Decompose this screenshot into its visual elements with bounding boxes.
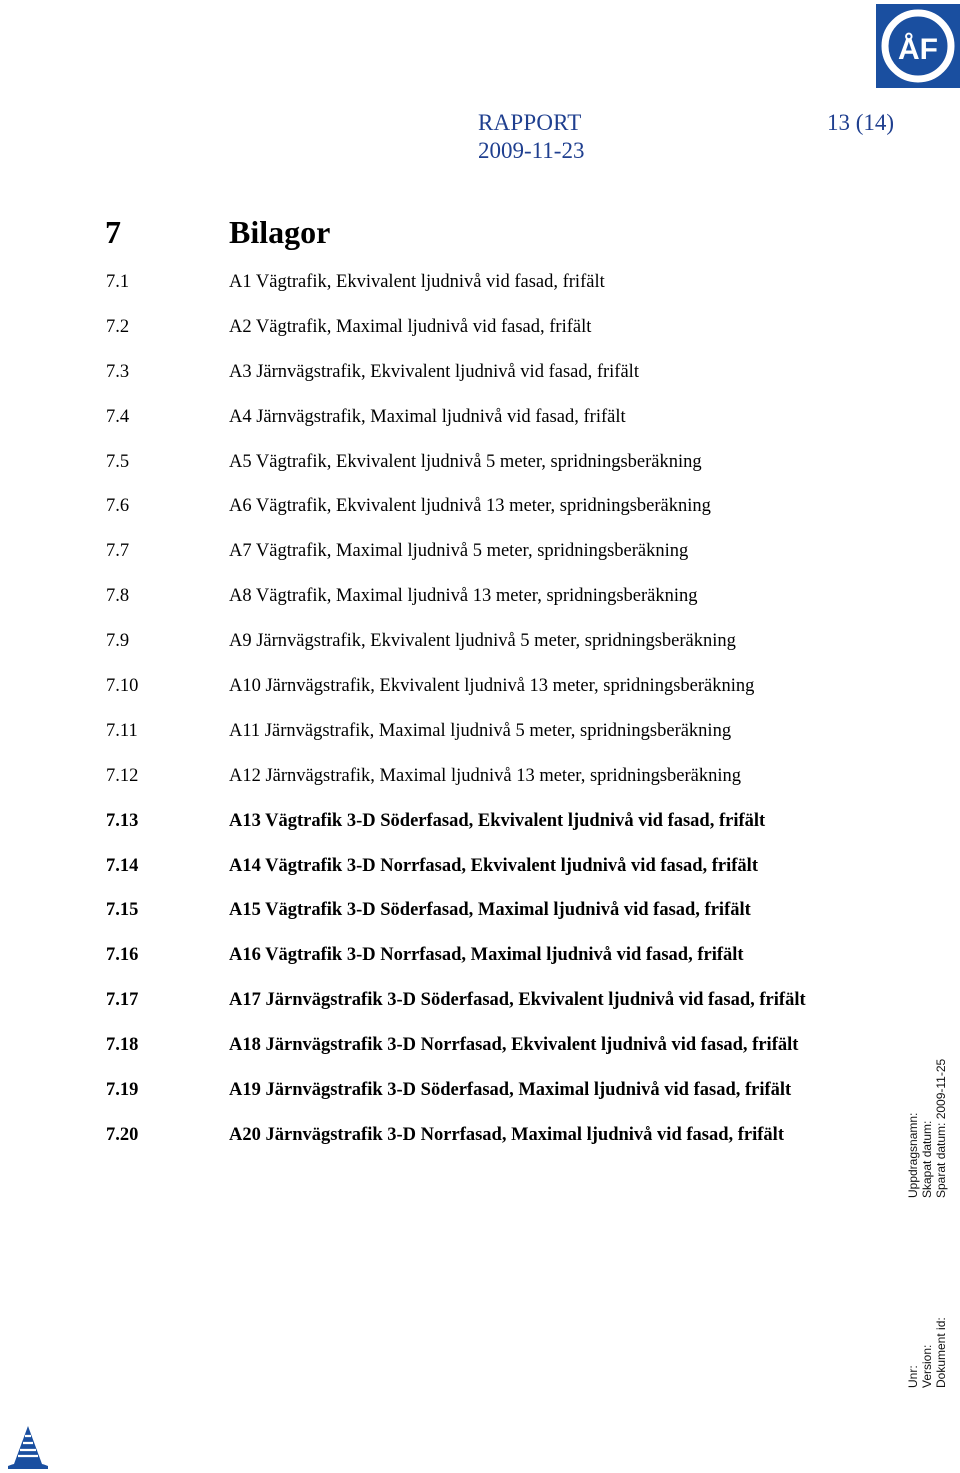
item-number: 7.19 [106,1080,139,1101]
list-item [0,362,880,407]
af-logo-icon [876,4,960,88]
item-number: 7.4 [106,406,130,427]
section-title: Bilagor [229,214,331,250]
item-number: 7.11 [106,720,138,741]
shell-logo-icon [6,1424,50,1470]
list-item [0,721,880,766]
item-title: A6 Vägtrafik, Ekvivalent ljudnivå 13 meter, spridningsberäkning [229,496,711,517]
meta-document-id: Dokument id: [934,1317,948,1388]
list-item [0,676,880,721]
meta-created-date: Skapat datum: [920,1120,934,1198]
item-number: 7.3 [106,361,130,382]
item-title: A15 Vägtrafik 3-D Söderfasad, Maximal ljudnivå vid fasad, frifält [229,900,751,921]
item-title: A12 Järnvägstrafik, Maximal ljudnivå 13 meter, spridningsberäkning [229,765,742,786]
item-title: A13 Vägtrafik 3-D Söderfasad, Ekvivalent ljudnivå vid fasad, frifält [229,810,766,831]
item-title: A20 Järnvägstrafik 3-D Norrfasad, Maximal ljudnivå vid fasad, frifält [229,1124,784,1145]
item-number: 7.2 [106,316,130,337]
list-item [0,1080,880,1125]
item-number: 7.7 [106,541,130,562]
meta-unr: Unr: [906,1365,920,1388]
item-title: A16 Vägtrafik 3-D Norrfasad, Maximal ljudnivå vid fasad, frifält [229,945,744,966]
meta-version: Version: [920,1344,934,1388]
item-number: 7.12 [106,765,139,786]
list-item [0,586,880,631]
report-date: 2009-11-23 [478,138,585,163]
list-item [0,900,880,945]
list-item [0,766,880,811]
item-title: A9 Järnvägstrafik, Ekvivalent ljudnivå 5 meter, spridningsberäkning [229,631,736,652]
company-logo [876,4,960,88]
item-title: A10 Järnvägstrafik, Ekvivalent ljudnivå 13 meter, spridningsberäkning [229,676,755,697]
list-item [0,452,880,497]
item-title: A19 Järnvägstrafik 3-D Söderfasad, Maximal ljudnivå vid fasad, frifält [229,1080,792,1101]
list-item [0,407,880,452]
page-number: 13 (14) [827,110,895,135]
list-item [0,496,880,541]
item-title: A18 Järnvägstrafik 3-D Norrfasad, Ekvivalent ljudnivå vid fasad, frifält [229,1035,799,1056]
item-title: A7 Vägtrafik, Maximal ljudnivå 5 meter, spridningsberäkning [229,541,689,562]
item-number: 7.6 [106,496,130,517]
report-label: RAPPORT [478,110,582,135]
item-number: 7.9 [106,631,130,652]
appendix-list [0,272,880,1170]
item-number: 7.14 [106,855,139,876]
item-title: A2 Vägtrafik, Maximal ljudnivå vid fasad, frifält [229,316,592,337]
list-item [0,811,880,856]
item-number: 7.8 [106,586,130,607]
item-number: 7.13 [106,810,139,831]
meta-saved-date: Sparat datum: 2009-11-25 [934,1058,948,1198]
section-number: 7 [105,214,121,250]
list-item [0,631,880,676]
item-number: 7.15 [106,900,139,921]
list-item [0,1035,880,1080]
item-title: A5 Vägtrafik, Ekvivalent ljudnivå 5 meter, spridningsberäkning [229,451,702,472]
item-title: A11 Järnvägstrafik, Maximal ljudnivå 5 meter, spridningsberäkning [229,720,732,741]
list-item [0,272,880,317]
item-title: A4 Järnvägstrafik, Maximal ljudnivå vid fasad, frifält [229,406,626,427]
item-title: A1 Vägtrafik, Ekvivalent ljudnivå vid fasad, frifält [229,272,605,292]
list-item [0,945,880,990]
list-item [0,856,880,901]
item-number: 7.18 [106,1035,139,1056]
item-number: 7.17 [106,990,139,1011]
item-title: A8 Vägtrafik, Maximal ljudnivå 13 meter, spridningsberäkning [229,586,698,607]
list-item [0,541,880,586]
list-item [0,1125,880,1170]
item-number: 7.1 [106,272,130,292]
item-number: 7.16 [106,945,139,966]
logo-text: ÅF [898,33,938,66]
item-title: A3 Järnvägstrafik, Ekvivalent ljudnivå vid fasad, frifält [229,361,639,382]
item-title: A14 Vägtrafik 3-D Norrfasad, Ekvivalent ljudnivå vid fasad, frifält [229,855,758,876]
item-number: 7.20 [106,1124,139,1145]
item-number: 7.5 [106,451,130,472]
meta-assignment-name: Uppdragsnamn: [906,1112,920,1198]
item-title: A17 Järnvägstrafik 3-D Söderfasad, Ekvivalent ljudnivå vid fasad, frifält [229,990,806,1011]
item-number: 7.10 [106,676,139,697]
list-item [0,317,880,362]
list-item [0,990,880,1035]
